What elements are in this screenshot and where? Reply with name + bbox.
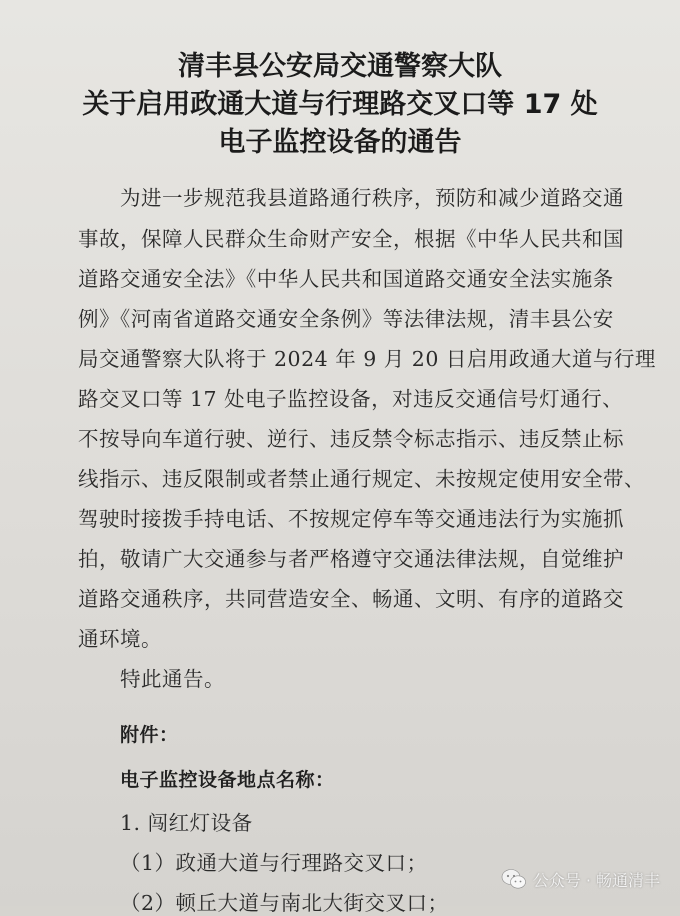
body-line: 道路交通秩序，共同营造安全、畅通、文明、有序的道路交	[78, 587, 624, 611]
wechat-icon	[501, 868, 527, 890]
device-heading: 电子监控设备地点名称：	[120, 769, 335, 791]
category-heading: 1. 闯红灯设备	[120, 811, 253, 835]
title-line-2: 关于启用政通大道与行理路交叉口等 17 处	[82, 89, 598, 120]
body-line: 驾驶时接拨手持电话、不按规定停车等交通违法行为实施抓	[78, 507, 624, 531]
watermark-text: 公众号 · 畅通清丰	[532, 870, 660, 890]
title-line-3: 电子监控设备的通告	[218, 127, 462, 158]
watermark	[501, 866, 660, 892]
attachment-label: 附件：	[120, 724, 179, 746]
body-line: 通环境。	[78, 627, 162, 651]
body-line: 道路交通安全法》《中华人民共和国道路交通安全法实施条	[78, 267, 614, 291]
body-line: 例》《河南省道路交通安全条例》等法律法规，清丰县公安	[78, 307, 614, 331]
body-line: 事故，保障人民群众生命财产安全，根据《中华人民共和国	[78, 227, 624, 251]
body-line: 不按导向车道行驶、逆行、违反禁令标志指示、违反禁止标	[78, 427, 624, 451]
title-line-1: 清丰县公安局交通警察大队	[178, 51, 502, 82]
body-line: 路交叉口等 17 处电子监控设备，对违反交通信号灯通行、	[78, 387, 624, 411]
list-item: （1）政通大道与行理路交叉口；	[120, 851, 428, 875]
list-item: （2）顿丘大道与南北大街交叉口；	[120, 891, 449, 915]
body-line: 为进一步规范我县道路通行秩序，预防和减少道路交通	[120, 186, 624, 210]
body-line: 局交通警察大队将于 2024 年 9 月 20 日启用政通大道与行理	[78, 347, 656, 371]
body-line: 拍，敬请广大交通参与者严格遵守交通法律法规，自觉维护	[78, 547, 624, 571]
body-line: 线指示、违反限制或者禁止通行规定、未按规定使用安全带、	[78, 467, 645, 491]
closing-text: 特此通告。	[120, 667, 225, 691]
